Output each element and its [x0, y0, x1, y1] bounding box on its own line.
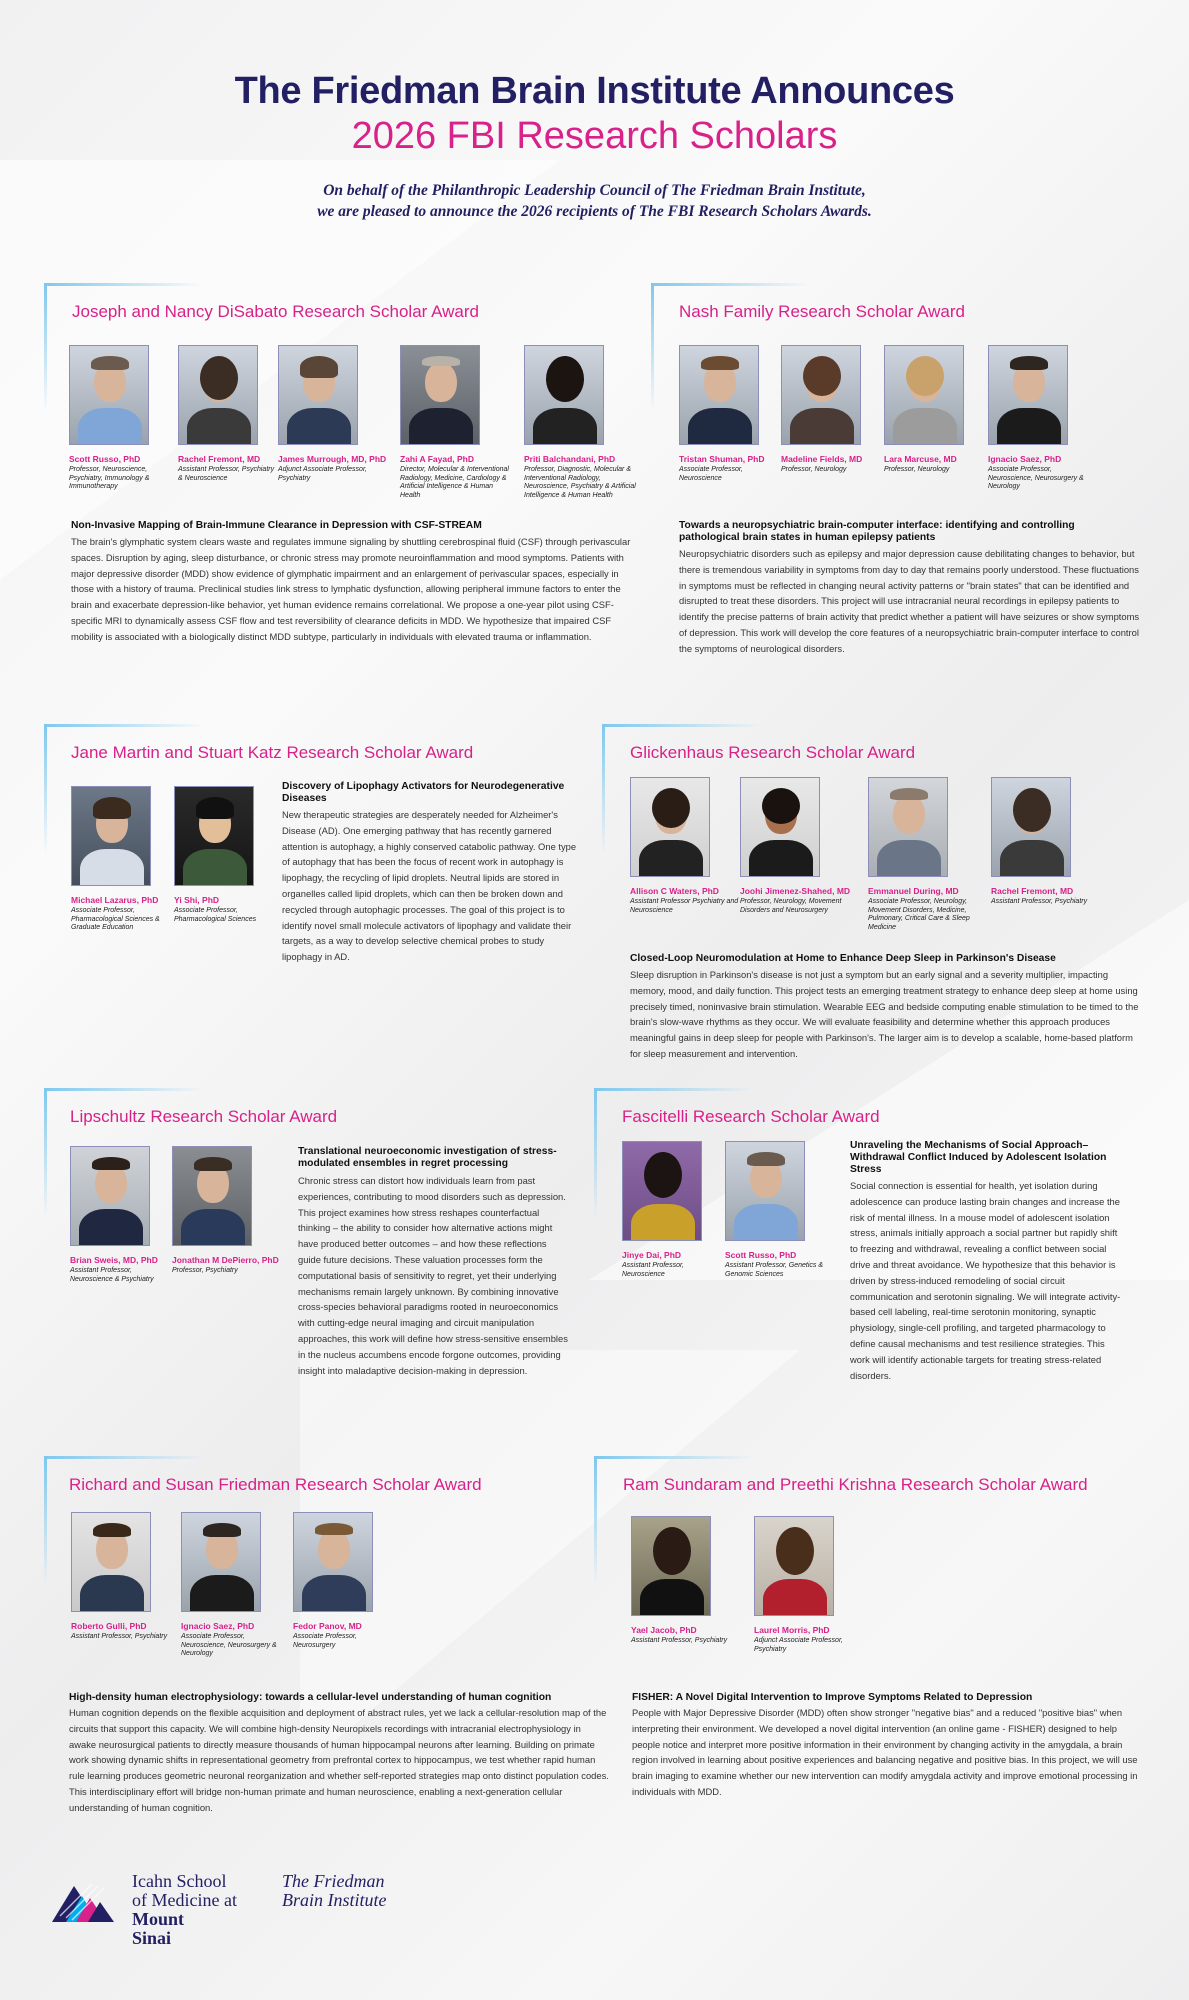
- scholar-name: Jinye Dai, PhD: [622, 1250, 682, 1260]
- scholar: [740, 777, 865, 915]
- scholar-name: Madeline Fields, MD: [781, 454, 863, 464]
- scholar-photo: [178, 345, 258, 445]
- project-title: Closed-Loop Neuromodulation at Home to Enhance Deep Sleep in Parkinson's Disease: [630, 953, 1056, 964]
- project-title: Discovery of Lipophagy Activators for Neurodegenerative Diseases: [282, 781, 565, 804]
- scholar-title: Professor, Psychiatry: [172, 1267, 238, 1274]
- project-description: Chronic stress can distort how individuals learn from past experiences, contributing to mood disorders such as depression. This project examines how stress reshapes counterfactual thinking – the ability to consider how alternative actions might have produced better outcomes – and how these reflections guide future decisions. These valuation processes form the computational basis of sensitivity to regret, yet their underlying mechanisms remain largely unknown. By combining innovative cross-species behavioral paradigms rooted in neuroeconomics with cutting-edge neural imaging and circuit manipulation approaches, this work will define how stress-sensitive ensembles in the nucleus accumbens encode forgone outcomes, providing insight into maladaptive decision-making in depression.: [298, 1175, 568, 1376]
- scholar-title: Director, Molecular & Interventional Radiology, Medicine, Cardiology & Artificial Intelligence & Human Health: [400, 466, 509, 499]
- intro-text: On behalf of the Philanthropic Leadership Council of The Friedman Brain Institute, we are pleased to announce the 2026 recipients of The FBI Research Scholars Awards.: [317, 182, 872, 220]
- award-card-fascitelli: [594, 1088, 1154, 1418]
- scholar-photo: [754, 1516, 834, 1616]
- scholar-name: Brian Sweis, MD, PhD: [70, 1255, 158, 1265]
- scholar-photo: [174, 786, 254, 886]
- page-header: [0, 70, 1189, 222]
- scholar: [524, 345, 649, 500]
- award-title: Joseph and Nancy DiSabato Research Scholar Award: [72, 302, 479, 321]
- project-title: High-density human electrophysiology: towards a cellular-level understanding of human cognition: [69, 1692, 552, 1703]
- scholar-photo: [71, 786, 151, 886]
- scholar-photo: [70, 1146, 150, 1246]
- page-subtitle: 2026 FBI Research Scholars: [351, 115, 838, 157]
- scholar-title: Assistant Professor Psychiatry and Neuroscience: [630, 898, 739, 914]
- scholar: [991, 777, 1116, 907]
- scholar-photo: [868, 777, 948, 877]
- scholar-title: Professor, Neurology, Movement Disorders and Neurosurgery: [740, 898, 842, 914]
- scholar-title: Associate Professor, Pharmacological Sciences & Graduate Education: [71, 907, 160, 932]
- project-description: Social connection is essential for health, yet isolation during adolescence can produce lasting brain changes and increase the risk of mental illness. In a mouse model of adolescent isolation stress, animals initially approach a social partner but rapidly shift to freezing and withdrawal, revealing a conflict between social drive and threat avoidance. We hypothesize that this behavior is driven by stress-induced remodeling of social circuit communication and serotonin signaling. We will integrate activity-based cell labeling, real-time serotonin monitoring, synaptic physiology, single-cell profiling, and targeted pharmacology to define causal mechanisms and test resilience strategies. This work will identify actionable targets for treating stress-related disorders.: [850, 1180, 1121, 1381]
- scholar-name: Zahi A Fayad, PhD: [400, 454, 474, 464]
- institute-name: The Friedman Brain Institute: [282, 1871, 387, 1910]
- scholar-photo: [69, 345, 149, 445]
- award-card-disabato: [44, 283, 644, 683]
- scholar-name: Laurel Morris, PhD: [754, 1625, 830, 1635]
- award-title: Jane Martin and Stuart Katz Research Scholar Award: [71, 743, 474, 762]
- scholar-name: Lara Marcuse, MD: [884, 454, 957, 464]
- scholar-title: Assistant Professor, Neuroscience & Psychiatry: [70, 1267, 154, 1283]
- footer-logos: [52, 1872, 452, 1952]
- scholar: [69, 345, 194, 492]
- project-title: Unraveling the Mechanisms of Social Approach–Withdrawal Conflict Induced by Adolescent Isolation Stress: [850, 1140, 1107, 1175]
- scholar-title: Assistant Professor, Psychiatry: [71, 1633, 168, 1640]
- scholar-name: Emmanuel During, MD: [868, 886, 959, 896]
- scholar-title: Associate Professor, Neuroscience, Neurosurgery & Neurology: [181, 1633, 277, 1658]
- scholar: [174, 786, 299, 924]
- scholar-name: Tristan Shuman, PhD: [679, 454, 765, 464]
- scholar: [988, 345, 1113, 492]
- scholar-title: Professor, Neuroscience, Psychiatry, Immunology & Immunotherapy: [69, 466, 150, 491]
- scholar-name: Allison C Waters, PhD: [630, 886, 719, 896]
- scholar: [630, 777, 755, 915]
- scholar-name: Scott Russo, PhD: [725, 1250, 797, 1260]
- project-title: Non-Invasive Mapping of Brain-Immune Clearance in Depression with CSF-STREAM: [71, 520, 482, 531]
- scholar-photo: [400, 345, 480, 445]
- award-card-nash: [651, 283, 1151, 693]
- award-card-friedman: [44, 1456, 614, 1846]
- scholar-name: Yi Shi, PhD: [174, 895, 220, 905]
- scholar-photo: [679, 345, 759, 445]
- award-card-sundaram-krishna: [594, 1456, 1164, 1806]
- scholar-photo: [630, 777, 710, 877]
- scholar-photo: [293, 1512, 373, 1612]
- scholar-title: Associate Professor, Neurosurgery: [293, 1633, 357, 1649]
- scholar: [868, 777, 993, 932]
- scholar-title: Assistant Professor, Psychiatry & Neuroscience: [178, 466, 275, 482]
- project-title: FISHER: A Novel Digital Intervention to Improve Symptoms Related to Depression: [632, 1692, 1033, 1703]
- scholar: [172, 1146, 297, 1276]
- scholar: [278, 345, 403, 483]
- scholar-photo: [278, 345, 358, 445]
- scholar-title: Associate Professor, Neuroscience: [679, 466, 743, 482]
- scholar-photo: [884, 345, 964, 445]
- scholar-photo: [622, 1141, 702, 1241]
- scholar-name: Joohi Jimenez-Shahed, MD: [740, 886, 851, 896]
- scholar-photo: [631, 1516, 711, 1616]
- mount-sinai-logo-icon: [52, 1876, 128, 1924]
- scholar-title: Professor, Neurology: [781, 466, 847, 473]
- scholar-photo: [71, 1512, 151, 1612]
- project-title: Translational neuroeconomic investigation of stress-modulated ensembles in regret processing: [298, 1146, 557, 1169]
- project-description: Sleep disruption in Parkinson's disease is not just a symptom but an early signal and a severity multiplier, impacting memory, mood, and daily function. This project tests an emerging treatment strategy to enhance deep sleep at home using precisely timed, noninvasive brain stimulation. Wearable EEG and bedside computing enable stimulation to be timed to the brain's slow-wave rhythms as they occur. We will evaluate feasibility and determine whether this approach produces meaningful gains in deep sleep for people with Parkinson's. The larger aim is to develop a scalable, home-based platform for sleep measurement and intervention.: [630, 969, 1139, 1059]
- scholar-photo: [725, 1141, 805, 1241]
- scholar: [725, 1141, 850, 1279]
- scholar-name: James Murrough, MD, PhD: [278, 454, 387, 464]
- scholar: [754, 1516, 879, 1654]
- award-title: Fascitelli Research Scholar Award: [622, 1107, 880, 1126]
- award-title: Glickenhaus Research Scholar Award: [630, 743, 916, 762]
- award-title: Lipschultz Research Scholar Award: [70, 1107, 338, 1126]
- scholar: [71, 1512, 196, 1642]
- scholar-title: Professor, Neurology: [884, 466, 950, 473]
- school-name: Icahn School of Medicine at Mount Sinai: [132, 1871, 237, 1948]
- scholar-title: Professor, Diagnostic, Molecular & Interventional Radiology, Neuroscience, Psychiatry & Artificial Intelligence & Human Health: [524, 466, 636, 499]
- scholar-photo: [740, 777, 820, 877]
- scholar-name: Michael Lazarus, PhD: [71, 895, 159, 905]
- scholar: [293, 1512, 418, 1650]
- scholar-name: Fedor Panov, MD: [293, 1621, 362, 1631]
- scholar-title: Assistant Professor, Psychiatry: [631, 1637, 728, 1644]
- scholar-title: Assistant Professor, Genetics & Genomic Sciences: [725, 1262, 824, 1278]
- scholar-name: Rachel Fremont, MD: [178, 454, 261, 464]
- award-title: Richard and Susan Friedman Research Scholar Award: [69, 1475, 482, 1494]
- scholar-photo: [181, 1512, 261, 1612]
- scholar-name: Scott Russo, PhD: [69, 454, 141, 464]
- award-card-martin-katz: [44, 724, 604, 1054]
- scholar-photo: [988, 345, 1068, 445]
- scholar: [631, 1516, 756, 1646]
- award-card-glickenhaus: [602, 724, 1162, 1074]
- scholar-name: Jonathan M DePierro, PhD: [172, 1255, 279, 1265]
- page-title: The Friedman Brain Institute Announces: [234, 70, 955, 112]
- scholar-title: Adjunct Associate Professor, Psychiatry: [754, 1637, 843, 1653]
- project-description: Human cognition depends on the flexible acquisition and deployment of abstract rules, yet we lack a cellular-resolution map of the circuits that support this capacity. We will combine high-density Neuropixels recordings with intracranial electrophysiology in awake neurosurgical patients to directly measure thousands of human hippocampal neurons after learning. Building on primate work showing dynamic shifts in representational geometry from prefrontal cortex to hippocampus, we test whether rapid human rule learning produces geometric neuronal reorganization and whether self-reported strategies map onto distinct population codes. This interdisciplinary effort will bridge non-human primate and human neuroscience, enabling a next-generation cellular understanding of human cognition.: [69, 1707, 609, 1813]
- scholar: [181, 1512, 306, 1659]
- scholar-name: Ignacio Saez, PhD: [988, 454, 1062, 464]
- scholar-name: Priti Balchandani, PhD: [524, 454, 616, 464]
- scholar-name: Yael Jacob, PhD: [631, 1625, 697, 1635]
- scholar-title: Associate Professor, Pharmacological Sciences: [174, 907, 257, 923]
- scholar-photo: [781, 345, 861, 445]
- scholar-name: Ignacio Saez, PhD: [181, 1621, 255, 1631]
- scholar-name: Rachel Fremont, MD: [991, 886, 1074, 896]
- project-description: New therapeutic strategies are desperately needed for Alzheimer's Disease (AD). One emerging pathway that has recently garnered attention is autophagy, a highly conserved catabolic pathway. One type of autophagy that has been the focus of recent work in autophagy is lipophagy, the recycling of lipid droplets. Neutral lipids are stored in organelles called lipid droplets, which can then be broken down and recycled through autophagic processes. The goal of this project is to identify novel small molecule activators of lipophagy and validate their targets, as a way to develop selective chemical probes to study lipophagy in AD.: [282, 809, 577, 963]
- award-title: Nash Family Research Scholar Award: [679, 302, 965, 321]
- scholar-photo: [524, 345, 604, 445]
- scholar-title: Assistant Professor, Neuroscience: [622, 1262, 684, 1278]
- project-description: The brain's glymphatic system clears waste and regulates immune signaling by shuttling cerebrospinal fluid (CSF) through perivascular spaces. Disruption by aging, sleep disturbance, or chronic stress may promote neuroinflammation and mood symptoms. Patients with major depressive disorder (MDD) show evidence of glymphatic impairment and an enlargement of perivascular spaces, especially in those with a history of trauma. Preclinical studies link stress to lymphatic dysfunction, allowing peripheral immune factors to enter the brain and exacerbate depression-like behavior, yet human evidence remains correlational. We propose a one-year pilot using CSF-specific MRI to dynamically assess CSF flow and test reversibility of clearance deficits in MDD. We hypothesize that impaired CSF mobility is associated with a biologically distinct MDD subtype, particularly in individuals with elevated trauma or inflammation.: [71, 536, 631, 642]
- award-card-lipschultz: [44, 1088, 604, 1418]
- scholar-photo: [991, 777, 1071, 877]
- scholar-title: Assistant Professor, Psychiatry: [991, 898, 1088, 905]
- scholar-photo: [172, 1146, 252, 1246]
- project-description: People with Major Depressive Disorder (MDD) often show stronger "negative bias" and a reduced "positive bias" when interpreting their environment. We developed a novel digital intervention (an online game - FISHER) designed to help people notice and interpret more positive information in their environment by changing activity in the amygdala, a brain region involved in learning about positive experiences and balancing negative and positive bias. In this project, we will use brain imaging to examine whether our new intervention can modify amygdala activity and improve emotional processing in individuals with MDD.: [632, 1707, 1138, 1797]
- award-title: Ram Sundaram and Preethi Krishna Research Scholar Award: [623, 1475, 1088, 1494]
- scholar: [400, 345, 525, 500]
- scholar-name: Roberto Gulli, PhD: [71, 1621, 147, 1631]
- scholar-title: Associate Professor, Neuroscience, Neurosurgery & Neurology: [988, 466, 1084, 491]
- project-title: Towards a neuropsychiatric brain-computer interface: identifying and controlling pathological brain states in human epilepsy patients: [679, 520, 1075, 543]
- scholar-title: Associate Professor, Neurology, Movement Disorders, Medicine, Pulmonary, Critical Care & Sleep Medicine: [868, 898, 970, 931]
- scholar-title: Adjunct Associate Professor, Psychiatry: [278, 466, 367, 482]
- project-description: Neuropsychiatric disorders such as epilepsy and major depression cause debilitating changes to behavior, but there is tremendous variability in symptoms from day to day that remains poorly understood. These fluctuations in symptoms must be reflected in changing neural activity patterns or "brain states" that can be identified and disrupted to treat these disorders. This project will use intracranial neural recordings in epilepsy patients to identify the precise patterns of brain activity that predict whether a patient will have seizures or show symptoms of depression. This work will develop the core features of a neuropsychiatric brain-computer interface to control the symptoms of neurological disorders.: [679, 548, 1140, 654]
